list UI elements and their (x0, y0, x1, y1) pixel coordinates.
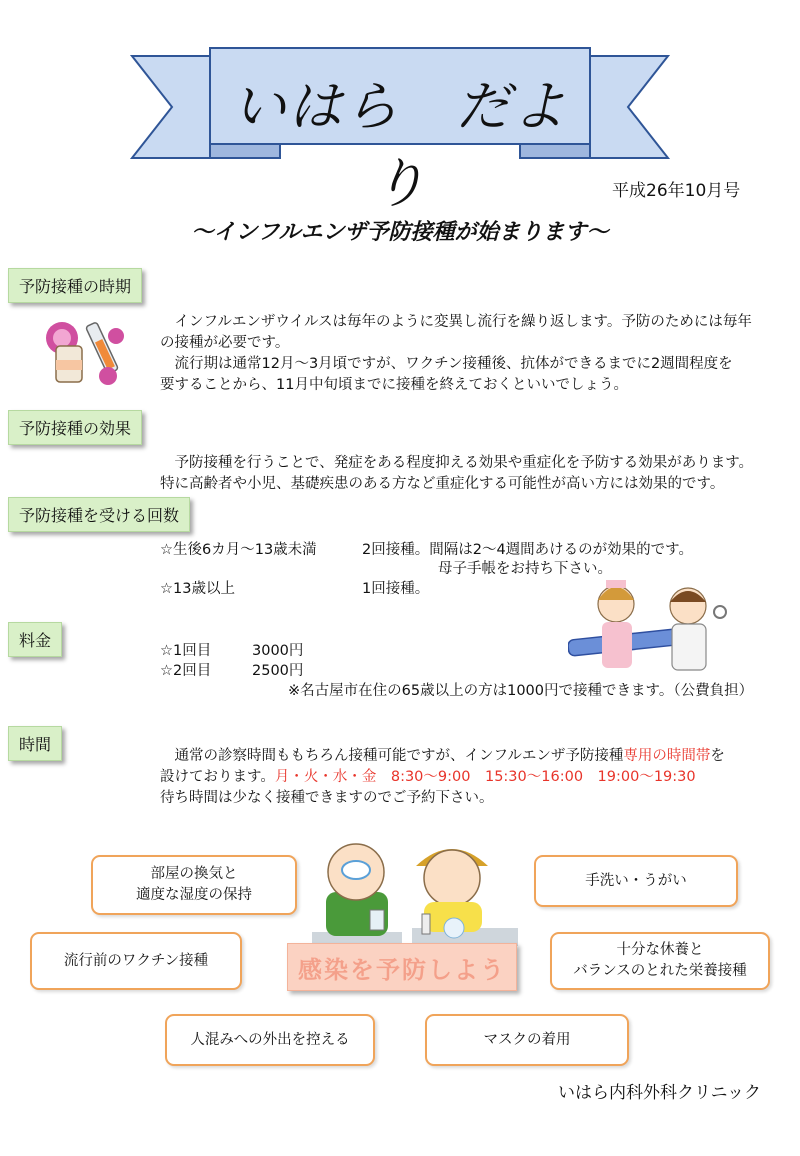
time-line3: 待ち時間は少なく接種できますのでご予約下さい。 (160, 790, 494, 806)
tip-rest-line1: 十分な休養と (616, 942, 704, 958)
section-label-fee: 料金 (8, 622, 62, 657)
time-line1-a: 通常の診察時間ももちろん接種可能ですが、インフルエンザ予防接種 (160, 748, 624, 764)
time-line1-b: を (710, 748, 725, 764)
nurse-doctor-illustration-icon (568, 576, 740, 676)
vaccine-illustration-icon (38, 310, 130, 388)
fee-row2-price: 2500円 (252, 663, 304, 679)
infection-prevention-banner: 感染を予防しよう (287, 943, 517, 991)
fee-row1-price: 3000円 (252, 643, 304, 659)
fee-note: ※名古屋市在住の65歳以上の方は1000円で接種できます。（公費負担） (288, 683, 754, 699)
timing-line-3: 流行期は通常12月～3月頃ですが、ワクチン接種後、抗体ができるまでに2週間程度を (160, 356, 733, 372)
section-label-effect: 予防接種の効果 (8, 410, 142, 445)
tip-crowds (165, 1014, 375, 1066)
tip-ventilation-line1: 部屋の換気と (150, 866, 238, 882)
tip-ventilation (91, 855, 297, 915)
effect-line-1: 予防接種を行うことで、発症をある程度抑える効果や重症化を予防する効果があります。 (160, 455, 754, 471)
tip-mask-text: マスクの着用 (483, 1031, 571, 1048)
newsletter-title: いはら だより (232, 75, 568, 215)
headline: ～インフルエンザ予防接種が始まります～ (191, 220, 609, 245)
fee-row1-name: ☆1回目 (160, 643, 212, 659)
tip-vaccine (30, 932, 242, 990)
effect-line-2: 特に高齢者や小児、基礎疾患のある方など重症化する可能性が高い方には効果的です。 (160, 476, 725, 492)
tip-rest-line2: バランスのとれた栄養接種 (573, 963, 747, 979)
count-row1-desc: 2回接種。間隔は2～4週間あけるのが効果的です。 (362, 542, 694, 558)
tip-mask (425, 1014, 629, 1066)
tip-ventilation-line2: 適度な湿度の保持 (136, 887, 252, 903)
time-schedule: 月・火・水・金 8:30～9:00 15:30～16:00 19:00～19:30 (274, 769, 696, 785)
gargle-handwash-illustration-icon (312, 836, 518, 948)
timing-line-2: の接種が必要です。 (160, 335, 290, 351)
timing-line-1: インフルエンザウイルスは毎年のように変異し流行を繰り返します。予防のためには毎年 (160, 314, 752, 330)
clinic-name: いはら内科外科クリニック (558, 1083, 761, 1103)
time-line1-highlight: 専用の時間帯 (623, 748, 711, 764)
tip-handwash-text: 手洗い・うがい (585, 872, 687, 889)
count-row2-desc: 1回接種。 (362, 581, 430, 597)
section-label-timing: 予防接種の時期 (8, 268, 142, 303)
tip-rest (550, 932, 770, 990)
tip-handwash (534, 855, 738, 907)
count-row1-age: ☆生後6カ月～13歳未満 (160, 542, 317, 558)
section-label-count: 予防接種を受ける回数 (8, 497, 190, 532)
timing-line-4: 要することから、11月中旬頃までに接種を終えておくといいでしょう。 (160, 377, 628, 393)
count-row1-note: 母子手帳をお持ち下さい。 (438, 561, 612, 577)
time-line2-a: 設けております。 (160, 769, 275, 785)
tip-vaccine-text: 流行前のワクチン接種 (63, 952, 209, 969)
count-row2-age: ☆13歳以上 (160, 581, 235, 597)
fee-row2-name: ☆2回目 (160, 663, 212, 679)
tip-crowds-text: 人混みへの外出を控える (190, 1031, 350, 1048)
section-label-time: 時間 (8, 726, 62, 761)
issue-date: 平成26年10月号 (612, 181, 741, 201)
